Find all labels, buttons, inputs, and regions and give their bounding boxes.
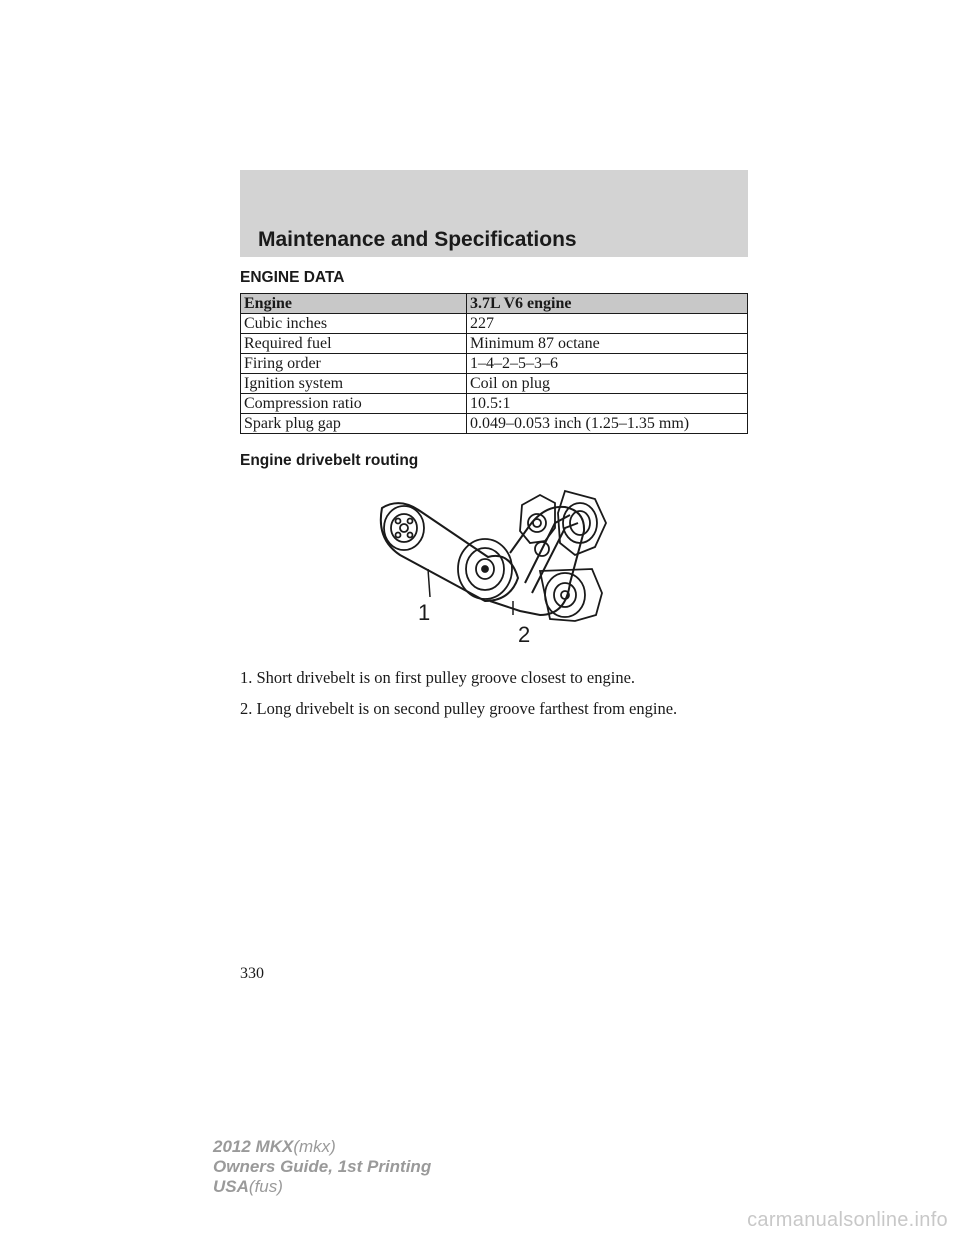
drivebelt-routing-heading: Engine drivebelt routing: [240, 452, 419, 469]
section-header-title: Maintenance and Specifications: [258, 228, 577, 251]
table-cell-label: Ignition system: [241, 374, 467, 394]
callout-2: 2: [518, 622, 531, 647]
table-cell-label: Firing order: [241, 354, 467, 374]
engine-data-heading: ENGINE DATA: [240, 269, 345, 286]
table-row: [241, 414, 748, 434]
drivebelt-routing-diagram: [370, 483, 620, 653]
table-row: [241, 334, 748, 354]
tensioner: [520, 495, 555, 556]
footer-line-2: Owners Guide, 1st Printing: [213, 1157, 432, 1176]
section-header-band: [240, 170, 748, 257]
footer-line-1: [213, 1137, 431, 1157]
callout-1: 1: [418, 600, 431, 625]
table-cell-value: Minimum 87 octane: [467, 334, 748, 354]
center-pulley: [458, 539, 512, 599]
footer-market-code: (fus): [248, 1177, 283, 1196]
footer-model: 2012 MKX: [213, 1137, 294, 1156]
note-2: 2. Long drivebelt is on second pulley groove farthest from engine.: [240, 699, 678, 718]
table-row: [241, 354, 748, 374]
table-row: [241, 374, 748, 394]
footer-model-code: (mkx): [293, 1137, 336, 1156]
footer-market: USA: [213, 1177, 249, 1196]
table-row: [241, 394, 748, 414]
table-header-row: [241, 294, 748, 314]
table-header-cell: 3.7L V6 engine: [467, 294, 748, 314]
table-cell-value: Coil on plug: [467, 374, 748, 394]
footer-line-3: [213, 1177, 431, 1197]
table-cell-label: Cubic inches: [241, 314, 467, 334]
table-cell-value: 10.5:1: [467, 394, 748, 414]
table-cell-value: 227: [467, 314, 748, 334]
left-pulley: [384, 506, 424, 550]
table-cell-value: 1–4–2–5–3–6: [467, 354, 748, 374]
table-cell-label: Spark plug gap: [241, 414, 467, 434]
table-cell-label: Compression ratio: [241, 394, 467, 414]
note-1: 1. Short drivebelt is on first pulley groove closest to engine.: [240, 668, 636, 687]
print-footer: [213, 1137, 431, 1197]
page-number: 330: [240, 965, 264, 982]
table-header-cell: Engine: [241, 294, 467, 314]
table-row: [241, 314, 748, 334]
table-cell-value: 0.049–0.053 inch (1.25–1.35 mm): [467, 414, 748, 434]
engine-data-table: [240, 293, 748, 434]
table-cell-label: Required fuel: [241, 334, 467, 354]
site-watermark: carmanualsonline.info: [747, 1209, 948, 1231]
upper-right-pulley: [558, 491, 606, 555]
